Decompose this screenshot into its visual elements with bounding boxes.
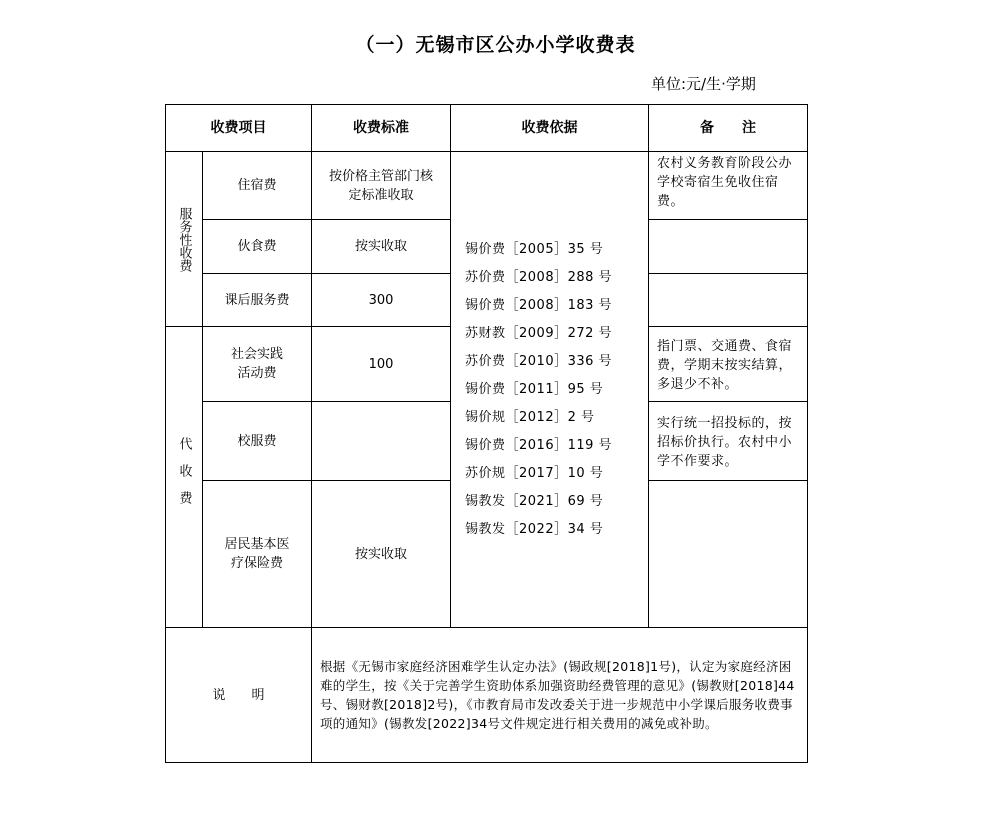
basis-line: 锡价费［2016］119 号 xyxy=(465,437,613,453)
table-row xyxy=(166,152,808,220)
table-header-row xyxy=(166,105,808,152)
item-cell: 住宿费 xyxy=(203,152,312,220)
item-cell: 课后服务费 xyxy=(203,274,312,327)
fee-table xyxy=(165,104,808,763)
note-cell: 指门票、交通费、食宿费，学期末按实结算，多退少不补。 xyxy=(649,327,808,402)
basis-line: 苏价费［2010］336 号 xyxy=(465,353,613,369)
group-agency-label: 代收费 xyxy=(176,436,192,518)
basis-line: 苏价规［2017］10 号 xyxy=(465,465,604,481)
note-cell xyxy=(649,220,808,274)
standard-cell: 按实收取 xyxy=(312,481,451,628)
basis-line: 苏财教［2009］272 号 xyxy=(465,325,613,341)
basis-line: 锡价费［2011］95 号 xyxy=(465,381,604,397)
standard-cell: 300 xyxy=(312,274,451,327)
item-cell: 伙食费 xyxy=(203,220,312,274)
explanation-row xyxy=(166,628,808,763)
standard-cell xyxy=(312,402,451,481)
basis-line: 锡价费［2008］183 号 xyxy=(465,297,613,313)
item-cell: 居民基本医疗保险费 xyxy=(203,481,312,628)
group-service-cell xyxy=(166,152,203,327)
group-service-label: 服务性收费 xyxy=(176,206,192,272)
basis-line: 苏价费［2008］288 号 xyxy=(465,269,613,285)
explanation-label: 说 明 xyxy=(166,628,312,763)
basis-cell xyxy=(451,152,649,628)
header-item: 收费项目 xyxy=(166,105,312,152)
header-basis: 收费依据 xyxy=(451,105,649,152)
note-cell xyxy=(649,274,808,327)
unit-label: 单位:元/生·学期 xyxy=(651,75,756,93)
note-cell xyxy=(649,481,808,628)
basis-line: 锡教发［2022］34 号 xyxy=(465,521,604,537)
note-cell: 实行统一招投标的，按招标价执行。农村中小学不作要求。 xyxy=(649,402,808,481)
group-agency-cell xyxy=(166,327,203,628)
basis-line: 锡教发［2021］69 号 xyxy=(465,493,604,509)
header-standard: 收费标准 xyxy=(312,105,451,152)
page-title: （一）无锡市区公办小学收费表 xyxy=(355,34,636,56)
basis-line: 锡价规［2012］2 号 xyxy=(465,409,595,425)
basis-line: 锡价费［2005］35 号 xyxy=(465,241,604,257)
standard-cell: 按价格主管部门核定标准收取 xyxy=(312,152,451,220)
item-cell: 社会实践活动费 xyxy=(203,327,312,402)
explanation-text: 根据《无锡市家庭经济困难学生认定办法》(锡政规[2018]1号)，认定为家庭经济困难的学生，按《关于完善学生资助体系加强资助经费管理的意见》(锡教财[2018]44号、锡财教[2018]2号)，《市教育局市发改委关于进一步规范中小学课后服务收费事项的通知》(锡教发[2022]34号文件规定进行相关费用的减免或补助。 xyxy=(312,628,808,763)
header-note: 备 注 xyxy=(649,105,808,152)
standard-cell: 按实收取 xyxy=(312,220,451,274)
standard-cell: 100 xyxy=(312,327,451,402)
note-cell: 农村义务教育阶段公办学校寄宿生免收住宿费。 xyxy=(649,152,808,220)
item-cell: 校服费 xyxy=(203,402,312,481)
